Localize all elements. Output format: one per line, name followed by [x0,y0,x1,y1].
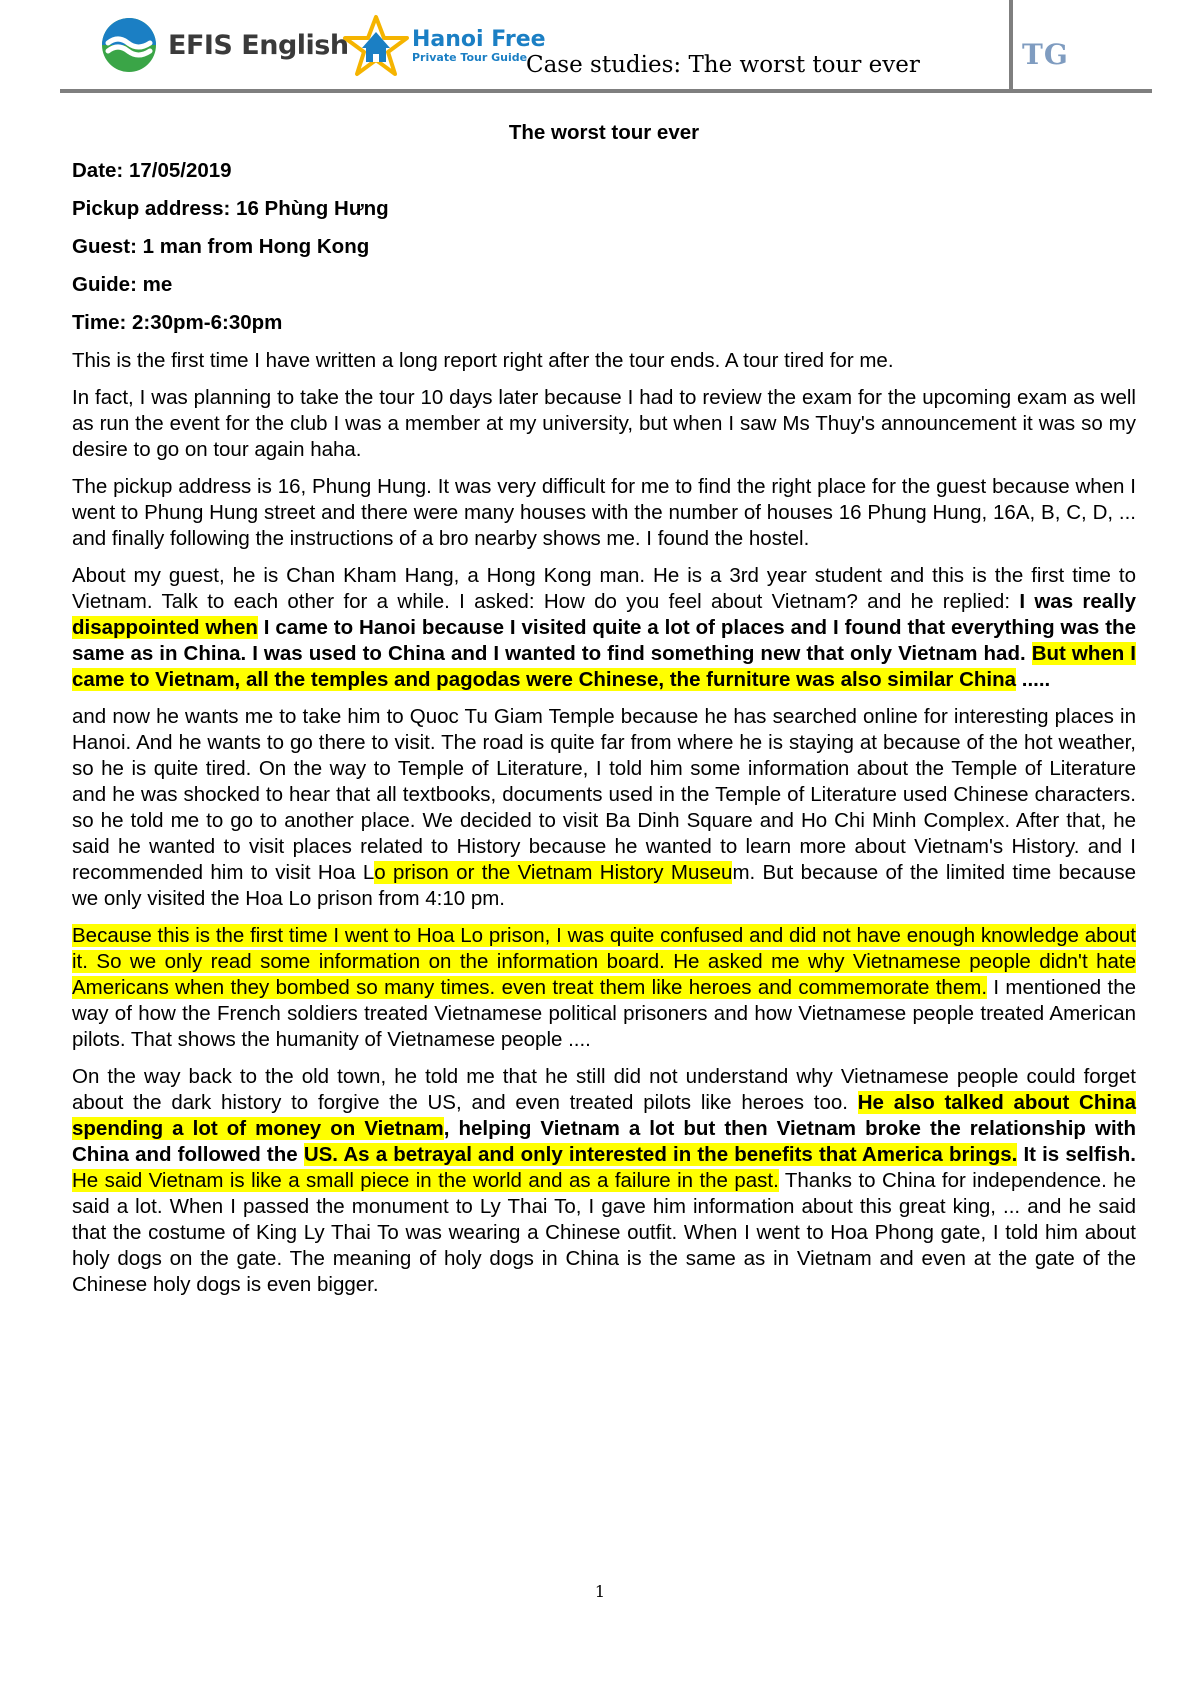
meta-pickup-address: Pickup address: 16 Phùng Hưng [72,197,389,220]
case-studies-title: Case studies: The worst tour ever [526,52,920,78]
highlighted-run: o prison or the Vietnam History Museu [374,861,733,884]
hanoi-free-logo [342,12,546,80]
highlighted-bold-run: But when I came to Vietnam, all the temples and pagodas were Chinese, the furniture was also similar China [72,642,1136,691]
highlighted-bold-run: He also talked about China spending a lot of money on Vietnam [72,1091,1136,1140]
efis-logo [98,14,349,76]
header-divider [60,89,1152,93]
text-run: On the way back to the old town, he told me that he still did not understand why Vietnamese people could forget about the dark history to forgive the US, and even treated pilots like heroes too. [72,1065,1136,1114]
paragraph-planning: In fact, I was planning to take the tour 10 days later because I had to review the exam for the upcoming exam as well as run the event for the club I was a member at my university, but when I saw Ms Thuy's announcement it was so my desire to go on tour again haha. [72,386,1136,461]
meta-date: Date: 17/05/2019 [72,159,232,182]
bold-run: It is selfish. [1017,1143,1136,1166]
bold-run: I came to Hanoi because I visited quite a lot of places and I found that everything was the same as in China. I was used to China and I wanted to find something new that only Vietnam had. [72,616,1136,665]
highlighted-run: He said Vietnam is like a small piece in the world and as a failure in the past. [72,1169,779,1192]
highlighted-bold-run: US. As a betrayal and only interested in the benefits that America brings. [303,1143,1018,1166]
meta-time: Time: 2:30pm-6:30pm [72,311,283,334]
header-vertical-divider [1009,0,1013,92]
document-title: The worst tour ever [508,121,700,144]
bold-run: I was really [1019,590,1136,613]
text-run: and now he wants me to take him to Quoc Tu Giam Temple because he has searched online for interesting places in Hanoi. And he wants to go there to visit. The road is quite far from where he is staying at because of the hot weather, so he is quite tired. On the way to Temple of Literature, I told him some information about the Temple of Literature and he was shocked to hear that all textbooks, documents used in the Temple of Literature used Chinese characters. so he told me to go to another place. We decided to visit Ba Dinh Square and Ho Chi Minh Complex. After that, he said he wanted to visit places related to History because he wanted to learn more about Vietnam's History. and I recommended him to visit Hoa L [72,705,1136,884]
paragraph-prison [72,923,1136,1053]
document-body [72,120,1136,1309]
paragraph-intro: This is the first time I have written a long report right after the tour ends. A tour tired for me. [72,349,894,372]
text-run: I mentioned the way of how the French soldiers treated Vietnamese political prisoners and how Vietnamese people treated American pilots. That shows the humanity of Vietnamese people .... [72,976,1136,1051]
meta-guest: Guest: 1 man from Hong Kong [72,235,370,258]
efis-logo-text: EFIS English [168,29,349,61]
highlighted-bold-run: disappointed when [72,616,258,639]
paragraph-pickup: The pickup address is 16, Phung Hung. It was very difficult for me to find the right place for the guest because when I went to Phung Hung street and there were many houses with the number of houses 16 Phung Hung, 16A, B, C, D, ... and finally following the instructions of a bro nearby shows me. I found the hostel. [72,475,1136,550]
text-run: About my guest, he is Chan Kham Hang, a Hong Kong man. He is a 3rd year student and this is the first time to Vietnam. Talk to each other for a while. I asked: How do you feel about Vietnam? and he replied: [72,564,1136,613]
hanoi-free-title: Hanoi Free [412,27,546,52]
efis-logo-icon [98,16,160,74]
star-temple-icon [342,14,410,78]
highlighted-run: Because this is the first time I went to Hoa Lo prison, I was quite confused and did not have enough knowledge about it. So we only read some information on the information board. He asked me why Vietnamese people didn't hate Americans when they bombed so many times. even treat them like heroes and commemorate them. [72,924,1136,999]
text-run: m. But because of the limited time because we only visited the Hoa Lo prison from 4:10 pm. [72,861,1136,910]
paragraph-temple [72,704,1136,912]
bold-run: , helping Vietnam a lot but then Vietnam broke the relationship with China and followed the [72,1117,1136,1166]
page-number: 1 [594,1582,606,1601]
page-header [60,0,1150,92]
text-run: Thanks to China for independence. he said a lot. When I passed the monument to Ly Thai To, I gave him information about this great king, ... and he said that the costume of King Ly Thai To was wearing a Chinese outfit. When I went to Hoa Phong gate, I told him about holy dogs on the gate. The meaning of holy dogs in China is the same as in Vietnam and even at the gate of the Chinese holy dogs is even bigger. [72,1169,1136,1296]
meta-guide: Guide: me [72,273,173,296]
tg-tag: TG [1022,38,1069,71]
hanoi-free-subtitle: Private Tour Guide [412,51,528,64]
paragraph-old-town [72,1064,1136,1298]
bold-run: ..... [1016,668,1051,691]
paragraph-guest [72,563,1136,693]
